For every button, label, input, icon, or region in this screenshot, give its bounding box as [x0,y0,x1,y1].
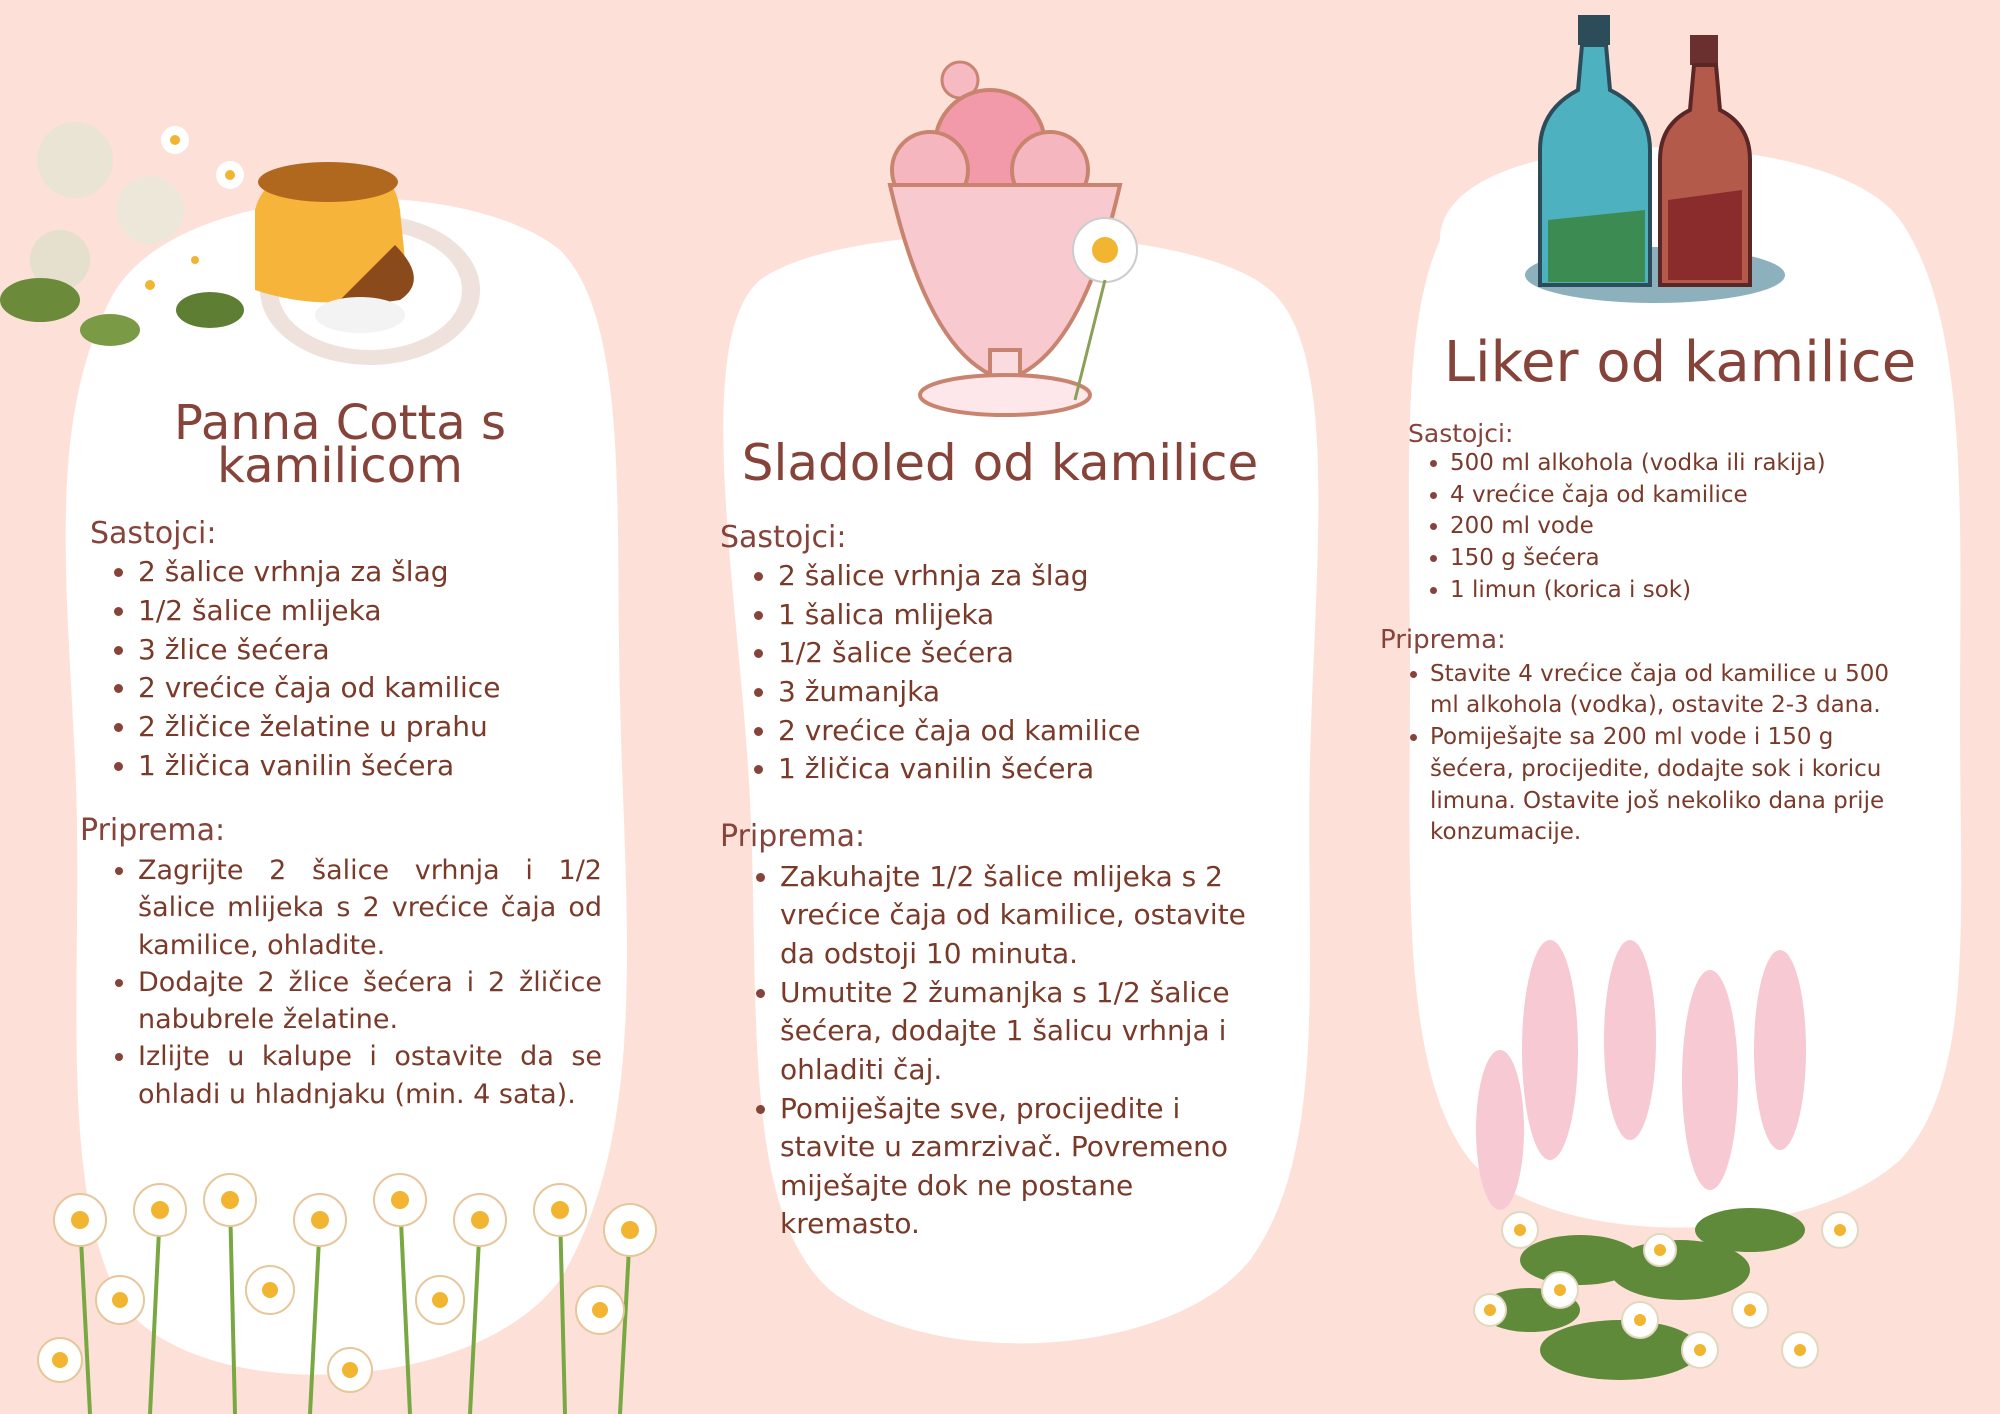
ingredient-item: • 1 šalica mlijeka [778,596,1280,635]
preparation-label: Priprema: [1380,624,1506,655]
recipe-title: Sladoled od kamilice [741,434,1259,492]
ingredient-item: • 2 žličice želatine u prahu [138,708,610,747]
step-item: • Dodajte 2 žlice šećera i 2 žličice nabubrele želatine. [138,964,602,1039]
preparation-label: Priprema: [80,813,226,849]
ingredients-label: Sastojci: [1408,419,1514,448]
step-item: • Stavite 4 vrećice čaja od kamilice u 500 ml alkohola (vodka), ostavite 2-3 dana. [1430,659,1920,722]
panna-cotta-with-flowers-icon [0,10,480,400]
recipe-card-sladoled [720,434,1280,1244]
ingredient-item: • 200 ml vode [1450,511,1940,543]
steps-list [720,858,1280,1244]
recipe-card-panna-cotta [80,395,610,1113]
chamomile-flowers-icon [20,1160,680,1414]
ingredient-item: • 1/2 šalice šećera [778,634,1280,673]
ingredient-item: • 150 g šećera [1450,543,1940,575]
ingredients-list [720,557,1280,789]
ingredients-label: Sastojci: [90,516,217,552]
ingredient-item: • 3 žumanjka [778,673,1280,712]
steps-list [1380,659,1920,849]
ingredients-list [1380,448,1940,607]
ingredient-item: • 2 vrećice čaja od kamilice [138,669,610,708]
step-item: • Umutite 2 žumanjka s 1/2 šalice šećera, dodajte 1 šalicu vrhnja i ohladiti čaj. [780,974,1280,1090]
step-item: • Pomiješajte sa 200 ml vode i 150 g šećera, procijedite, dodajte sok i koricu limuna. Ostavite još nekoliko dana prije konzumacije. [1430,722,1920,849]
recipe-title: Panna Cotta s kamilicom [174,395,506,495]
step-item: • Zakuhajte 1/2 šalice mlijeka s 2 vrećice čaja od kamilice, ostavite da odstoji 10 minuta. [780,858,1280,974]
step-item: • Zagrijte 2 šalice vrhnja i 1/2 šalice mlijeka s 2 vrećice čaja od kamilice, ohladite. [138,852,602,964]
ingredient-item: • 3 žlice šećera [138,631,610,670]
ingredient-item: • 1 žličica vanilin šećera [138,747,610,786]
ingredient-item: • 1 limun (korica i sok) [1450,575,1940,607]
ingredient-item: • 1/2 šalice mlijeka [138,592,610,631]
ingredient-item: • 4 vrećice čaja od kamilice [1450,480,1940,512]
ingredient-item: • 1 žličica vanilin šećera [778,750,1280,789]
step-item: • Pomiješajte sve, procijedite i stavite u zamrzivač. Povremeno miješajte dok ne postane kremasto. [780,1090,1280,1245]
ingredients-list [80,553,610,785]
preparation-label: Priprema: [720,818,866,854]
ingredient-item: • 2 šalice vrhnja za šlag [138,553,610,592]
ingredients-label: Sastojci: [720,520,847,555]
pink-flowers-icon [1420,930,1900,1414]
recipe-card-liker [1380,330,1940,849]
recipe-title: Liker od kamilice [1443,330,1917,395]
ingredient-item: • 500 ml alkohola (vodka ili rakija) [1450,448,1940,480]
step-item: • Izlijte u kalupe i ostavite da se ohladi u hladnjaku (min. 4 sata). [138,1038,602,1113]
steps-list [80,852,602,1113]
ingredient-item: • 2 vrećice čaja od kamilice [778,712,1280,751]
liqueur-bottles-icon [1510,10,1800,310]
ingredient-item: • 2 šalice vrhnja za šlag [778,557,1280,596]
ice-cream-sundae-icon [870,50,1170,420]
